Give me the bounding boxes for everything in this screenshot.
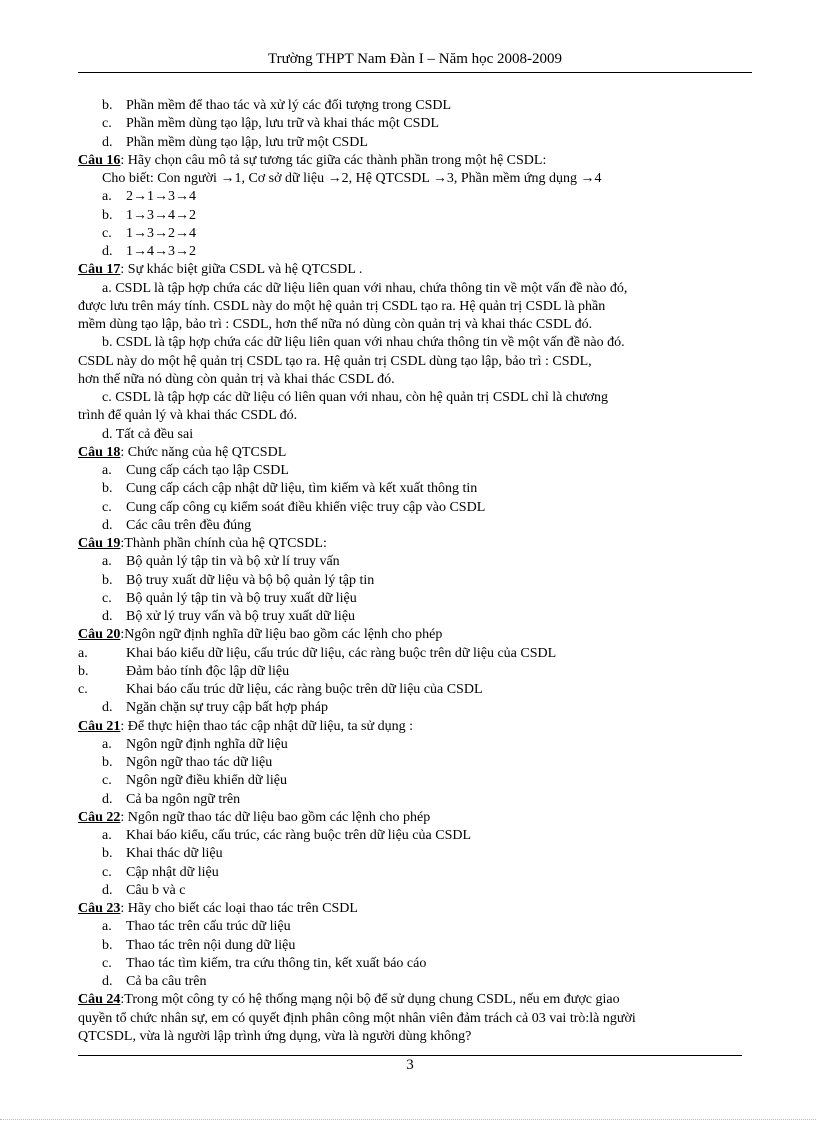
page-header: Trường THPT Nam Đàn I – Năm học 2008-2009 [267,51,563,67]
list-item: c. Cung cấp công cụ kiểm soát điều khiển việc truy cập vào CSDL [102,499,486,515]
list-item: a. Cung cấp cách tạo lập CSDL [102,463,289,478]
list-item: b. CSDL là tập hợp chứa các dữ liệu liên quan với nhau chứa thông tin về một vấn đề nào đó. [102,335,625,351]
list-item: c. Ngôn ngữ điều khiển dữ liệu [102,773,287,789]
list-item: d. Các câu trên đều đúng [102,517,252,533]
list-item: b. 1→3→4→2 [102,207,196,223]
question-17: Câu 17: Sự khác biệt giữa CSDL và hệ QTCSDL . [78,262,363,278]
list-item: b. Cung cấp cách cập nhật dữ liệu, tìm kiếm và kết xuất thông tin [102,481,478,497]
list-item: a. Thao tác trên cấu trúc dữ liệu [102,919,291,935]
header-rule [78,72,752,73]
list-item: b. Thao tác trên nội dung dữ liệu [102,937,296,953]
list-item: b. Phần mềm để thao tác và xử lý các đối tượng trong CSDL [102,98,452,113]
list-item-cont: mềm dùng tạo lập, bảo trì : CSDL, hơn thế nữa nó dùng còn quản trị và khai thác CSDL đó. [78,317,593,332]
list-item: d. 1→4→3→2 [102,244,196,259]
question-20: Câu 20:Ngôn ngữ định nghĩa dữ liệu bao gồm các lệnh cho phép [78,627,443,643]
list-item: a. Bộ quản lý tập tin và bộ xử lí truy vấn [102,554,340,570]
question-19: Câu 19:Thành phần chính của hệ QTCSDL: [78,536,327,551]
question-21: Câu 21: Để thực hiện thao tác cập nhật dữ liệu, ta sử dụng : [78,718,413,734]
list-item: b. Đảm bảo tính độc lập dữ liệu [78,663,290,679]
question-16-note: Cho biết: Con người →1, Cơ sở dữ liệu →2, Hệ QTCSDL →3, Phần mềm ứng dụng →4 [102,171,602,186]
list-item: a. Khai báo kiểu, cấu trúc, các ràng buộc trên dữ liệu của CSDL [102,828,472,843]
list-item: a. 2→1→3→4 [102,189,196,205]
list-item: d. Phần mềm dùng tạo lập, lưu trữ một CSDL [102,134,368,150]
list-item-cont: CSDL này do một hệ quản trị CSDL tạo ra. Hệ quản trị CSDL dùng tạo lập, bảo trì : CSDL, [78,353,592,369]
list-item: d. Cả ba ngôn ngữ trên [102,791,241,807]
list-item: b. Ngôn ngữ thao tác dữ liệu [102,755,273,770]
question-24-cont: quyền tổ chức nhân sự, em có quyết định phân công một nhân viên đảm trách cả 03 vai trò:là người [78,1010,636,1026]
list-item: b. Khai thác dữ liệu [102,846,223,862]
page-content [78,97,742,1046]
list-item: d. Tất cả đều sai [102,426,194,442]
question-24: Câu 24:Trong một công ty có hệ thống mạng nội bộ để sử dụng chung CSDL, nếu em được giao [78,992,620,1008]
list-item: c. Phần mềm dùng tạo lập, lưu trữ và khai thác một CSDL [102,116,440,132]
question-18: Câu 18: Chức năng của hệ QTCSDL [78,444,287,460]
list-item: d. Cả ba câu trên [102,974,207,989]
question-16: Câu 16: Hãy chọn câu mô tả sự tương tác giữa các thành phần trong một hệ CSDL: [78,152,547,168]
list-item: a. Ngôn ngữ định nghĩa dữ liệu [102,736,288,752]
list-item: c. Khai báo cấu trúc dữ liệu, các ràng buộc trên dữ liệu của CSDL [78,682,483,697]
question-23: Câu 23: Hãy cho biết các loại thao tác trên CSDL [78,901,358,916]
question-24-cont: QTCSDL, vừa là người lập trình ứng dụng, vừa là người dùng không? [78,1028,472,1044]
list-item: c. Bộ quản lý tập tin và bộ truy xuất dữ liệu [102,590,357,606]
list-item: d. Ngăn chặn sự truy cập bất hợp pháp [102,700,328,716]
question-22: Câu 22: Ngôn ngữ thao tác dữ liệu bao gồm các lệnh cho phép [78,809,431,825]
list-item: c. Thao tác tìm kiếm, tra cứu thông tin, kết xuất báo cáo [102,955,427,971]
list-item: a. Khai báo kiểu dữ liệu, cấu trúc dữ liệu, các ràng buộc trên dữ liệu của CSDL [78,645,557,661]
list-item: c. 1→3→2→4 [102,225,196,241]
list-item: d. Bộ xử lý truy vấn và bộ truy xuất dữ liệu [102,609,356,624]
footer-rule [78,1055,742,1056]
list-item-cont: hơn thế nữa nó dùng còn quản trị và khai thác CSDL đó. [78,371,395,387]
list-item: c. CSDL là tập hợp các dữ liệu có liên quan với nhau, còn hệ quản trị CSDL chỉ là chương [102,390,609,405]
list-item-cont: trình để quản lý và khai thác CSDL đó. [78,408,298,424]
list-item: d. Câu b và c [102,882,186,898]
page-number: 3 [406,1057,414,1073]
list-item-cont: được lưu trên máy tính. CSDL này do một hệ quản trị CSDL tạo ra. Hệ quản trị CSDL là phần [78,298,606,314]
list-item: b. Bộ truy xuất dữ liệu và bộ bộ quản lý tập tin [102,572,375,588]
list-item: a. CSDL là tập hợp chứa các dữ liệu liên quan với nhau, chứa thông tin về một vấn đề nào đó, [102,280,628,296]
page-break-line [0,1119,816,1120]
list-item: c. Cập nhật dữ liệu [102,864,219,880]
